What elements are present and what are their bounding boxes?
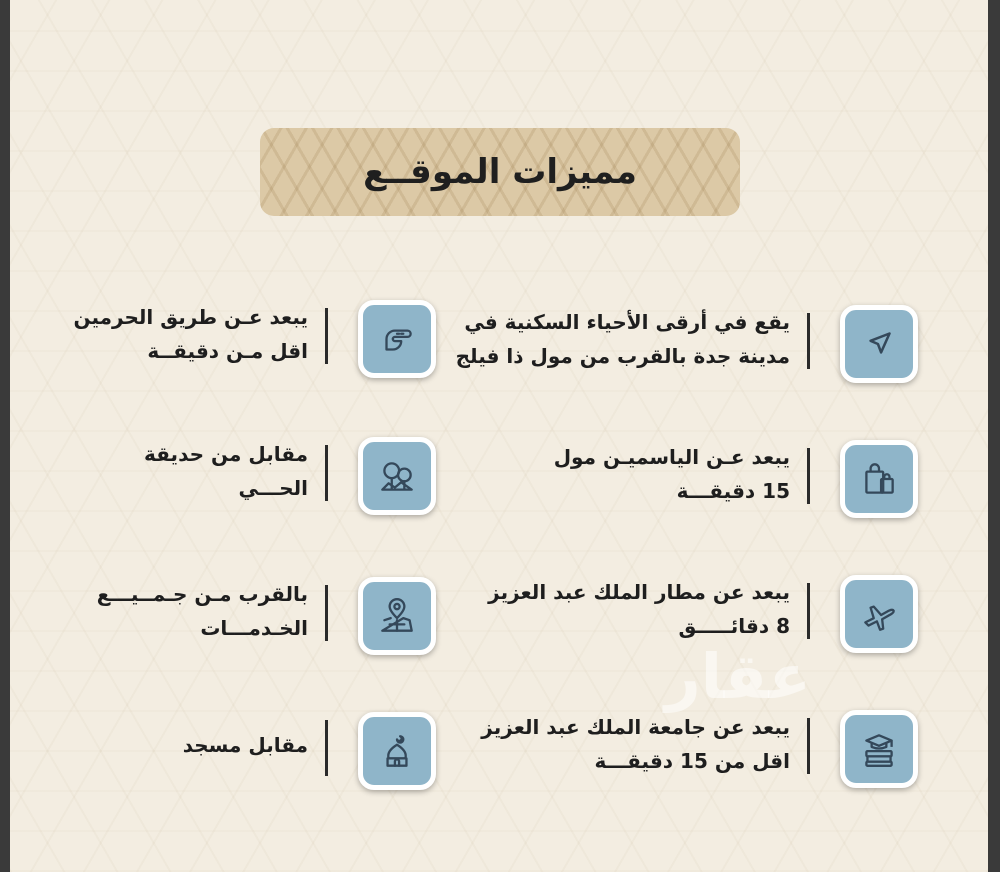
feature-text	[455, 305, 790, 373]
feature-line-1: يبعد عـن الياسميـن مول	[553, 445, 790, 469]
feature-line-2: الخـدمـــات	[200, 616, 308, 640]
feature-line-2: اقل من 15 دقيقـــة	[594, 749, 790, 773]
mosque-icon	[358, 712, 436, 790]
title-banner	[260, 128, 740, 216]
feature-line-1: مقابل من حديقة	[144, 442, 308, 466]
feature-line-1: يبعد عـن طريق الحرمين	[73, 305, 308, 329]
feature-text	[10, 728, 308, 762]
divider	[807, 583, 810, 639]
feature-line-1: مقابل مسجد	[182, 733, 308, 757]
navigation-arrow-icon	[840, 305, 918, 383]
feature-line-1: بالقرب مـن جـمــيـــع	[96, 582, 308, 606]
feature-text	[10, 300, 308, 368]
feature-line-1: يقع في أرقى الأحياء السكنية في	[464, 310, 790, 334]
feature-line-2: مدينة جدة بالقرب من مول ذا فيلج	[455, 344, 790, 368]
feature-park	[106, 437, 436, 527]
feature-line-1: يبعد عن جامعة الملك عبد العزيز	[481, 715, 790, 739]
feature-text	[460, 710, 790, 778]
divider	[325, 585, 328, 641]
feature-location	[455, 305, 918, 395]
feature-line-2: اقل مـن دقيقــة	[147, 339, 308, 363]
feature-services	[96, 577, 436, 667]
divider	[325, 308, 328, 364]
feature-text	[460, 440, 790, 508]
trees-icon	[358, 437, 436, 515]
feature-line-1: يبعد عن مطار الملك عبد العزيز	[488, 580, 790, 604]
feature-mosque	[106, 712, 436, 802]
feature-haramain-road	[73, 300, 436, 390]
divider	[325, 720, 328, 776]
shopping-bags-icon	[840, 440, 918, 518]
feature-line-2: 8 دقائـــــق	[678, 614, 790, 638]
divider	[807, 448, 810, 504]
divider	[807, 718, 810, 774]
map-pin-icon	[358, 577, 436, 655]
divider	[807, 313, 810, 369]
page	[10, 0, 988, 872]
road-route-icon	[358, 300, 436, 378]
feature-text	[10, 437, 308, 505]
airplane-icon	[840, 575, 918, 653]
feature-text	[10, 577, 308, 645]
feature-text	[460, 575, 790, 643]
watermark-logo: عقار	[665, 640, 811, 713]
divider	[325, 445, 328, 501]
feature-line-2: 15 دقيقـــة	[676, 479, 790, 503]
graduation-cap-books-icon	[840, 710, 918, 788]
page-title: مميزات الموقــع	[363, 152, 637, 192]
feature-university	[481, 710, 918, 800]
feature-yasmin-mall	[553, 440, 918, 530]
feature-line-2: الحـــي	[238, 476, 308, 500]
